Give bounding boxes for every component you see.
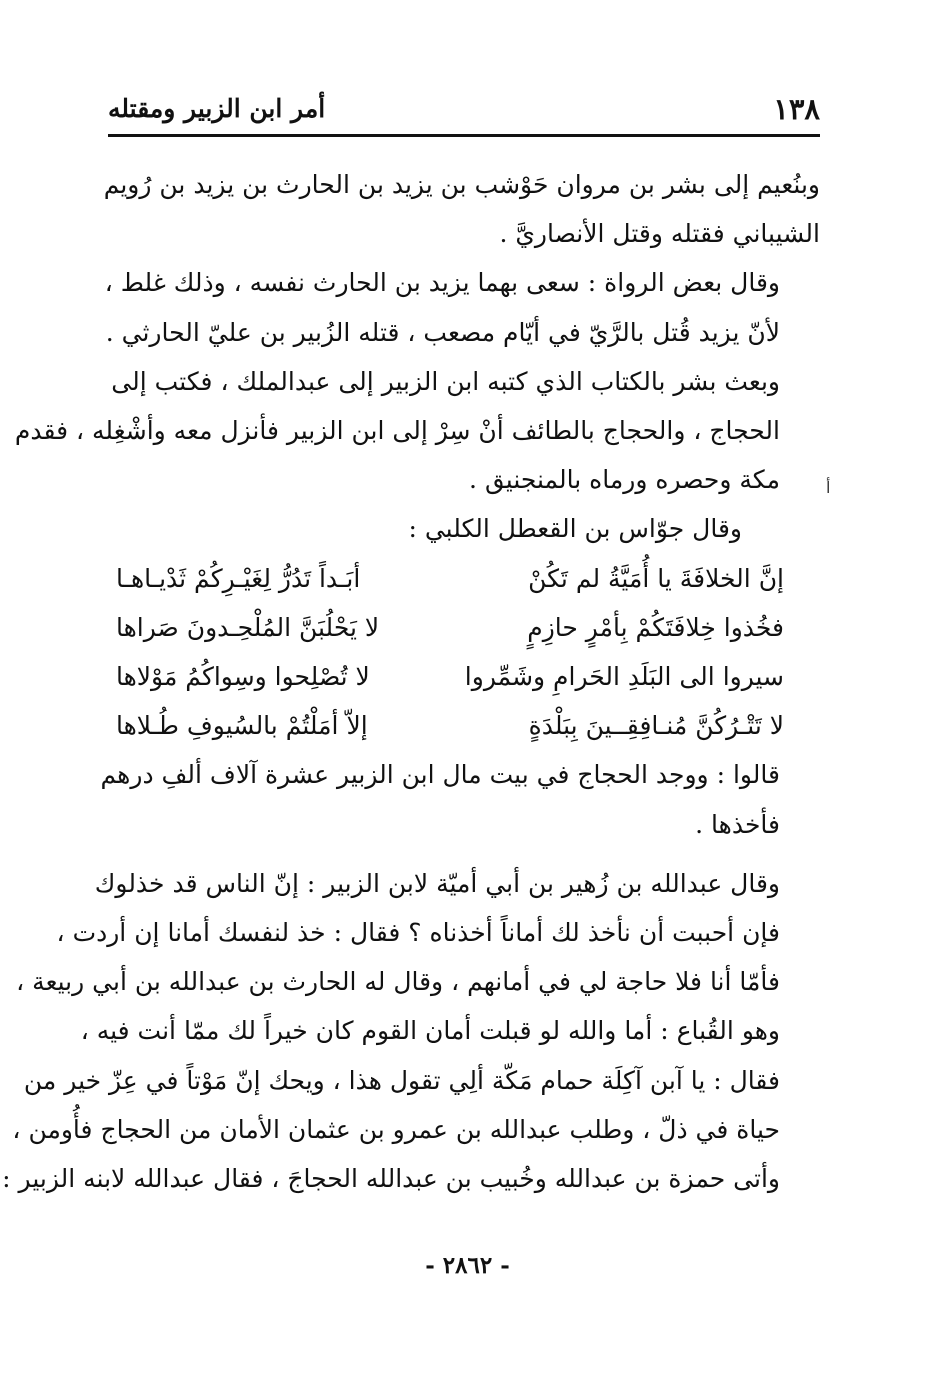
verse-second-hemistich: أبَـداً تَدُرُّ لِغَيْـرِكُمْ ثَدْيـاهـا [116, 563, 361, 593]
header-divider [108, 134, 820, 137]
text-line: وبعث بشر بالكتاب الذي كتبه ابن الزبير إلى عبدالملك ، فكتب إلى [111, 366, 780, 396]
verse-first-hemistich: لا تَتْـرُكُنَّ مُنـافِقِــينَ بِبَلْدَةٍ [528, 711, 784, 741]
text-line: فإن أحببت أن نأخذ لك أماناً أخذناه ؟ فقال : خذ لنفسك أمانا إن أردت ، [56, 917, 780, 947]
text-line: وهو القُباع : أما والله لو قبلت أمان القوم كان خيراً لك ممّا أنت فيه ، [80, 1016, 780, 1046]
margin-note: أ [826, 478, 831, 497]
text-line: وأتى حمزة بن عبدالله وخُبيب بن عبدالله الحجاجَ ، فقال عبدالله لابنه الزبير : [2, 1164, 780, 1193]
page-number: ١٣٨ [773, 92, 820, 126]
text-line: فقال : يا آبن آكِلَة حمام مَكّة ألِي تقول هذا ، ويحك إنّ مَوْتاً في عِزّ خير من [23, 1065, 780, 1095]
poem-verse [108, 554, 820, 603]
poem-verse [108, 652, 820, 701]
verse-second-hemistich: إلاّ أمَلْتُمْ بالسُيوفِ طُـلاها [116, 711, 368, 741]
text-line: لأنّ يزيد قُتل بالرَّيّ في أيّام مصعب ، قتله الزُبير بن عليّ الحارثي . [105, 317, 780, 347]
text-line: وقال بعض الرواة : سعى بهما يزيد بن الحارث نفسه ، وذلك غلط ، [104, 268, 780, 298]
poem [108, 554, 820, 751]
main-text [2, 160, 820, 1203]
verse-introduction: وقال جوّاس بن القعطل الكلبي : [408, 514, 742, 544]
text-line: مكة وحصره ورماه بالمنجنيق . [469, 465, 780, 495]
poem-verse [108, 603, 820, 652]
poem-verse [108, 701, 820, 750]
verse-second-hemistich: لا يَحْلُبَنَّ المُلْحِـدونَ صَراها [116, 612, 380, 642]
text-line: فأخذها . [695, 809, 780, 839]
text-line: فأمّا أنا فلا حاجة لي في أمانهم ، وقال له الحارث بن عبدالله بن أبي ربيعة ، [16, 967, 780, 997]
verse-first-hemistich: سيروا الى البَلَدِ الحَرامِ وشَمِّروا [464, 662, 784, 691]
verse-second-hemistich: لا تُصْلِحوا وسِواكُمُ مَوْلاها [116, 662, 370, 691]
text-line: الشيباني فقتله وقتل الأنصاريَّ . [499, 219, 820, 249]
paragraph-after-poem [100, 750, 820, 848]
paragraph-2 [104, 258, 820, 356]
paragraph-final [2, 859, 820, 1203]
text-line: وقال عبدالله بن زُهير بن أبي أميّة لابن الزبير : إنّ الناس قد خذلوك [94, 868, 780, 898]
paragraph-3 [14, 357, 820, 505]
text-line: قالوا : ووجد الحجاج في بيت مال ابن الزبير عشرة آلاف ألفِ درهم [100, 760, 780, 790]
verse-first-hemistich: إنَّ الخلافَةَ يا أُمَيَّةُ لم تَكُنْ [528, 563, 784, 593]
page-header [108, 84, 820, 134]
text-line: الحجاج ، والحجاج بالطائف أنْ سِرْ إلى ابن الزبير فأنزل معه وأشْغِله ، فقدم [14, 416, 780, 446]
paragraph-1 [103, 160, 820, 258]
text-line: وبنُعيم إلى بشر بن مروان حَوْشب بن يزيد بن الحارث بن يزيد بن رُويم [103, 170, 820, 199]
running-title: أمر ابن الزبير ومقتله [108, 94, 326, 123]
folio-number: - ٢٨٦٢ - [425, 1252, 510, 1279]
text-line: حياة في ذلّ ، وطلب عبدالله بن عمرو بن عثمان الأمان من الحجاج فأُومن ، [12, 1114, 780, 1144]
verse-first-hemistich: فخُذوا خِلافَتَكُمْ بِأمْرٍ حازِمٍ [527, 612, 784, 642]
